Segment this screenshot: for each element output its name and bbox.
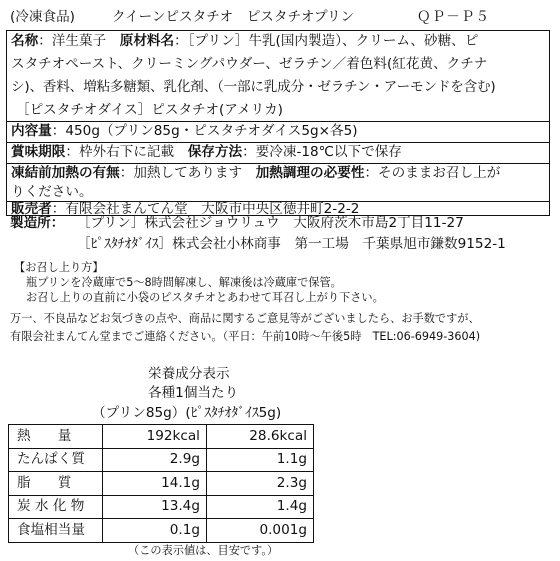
- nutrition-table: [8, 424, 314, 543]
- expiry-value: ：枠外右下に記載: [65, 144, 175, 160]
- nutrient-label: 食塩相当量: [9, 519, 103, 543]
- dice-value: 28.6kcal: [206, 425, 313, 449]
- nutrition-subtitle: 各種1個当たり: [148, 385, 239, 401]
- pudding-value: 2.9g: [103, 448, 207, 472]
- howto-line-1: 瓶プリンを冷蔵庫で5～8時間解凍し、解凍後は冷蔵庫で保管。: [26, 276, 342, 289]
- materials-line-4: ［ピスタチオダイス］ピスタチオ(アメリカ): [16, 102, 283, 118]
- table-row: [9, 519, 314, 543]
- table-row: [9, 425, 314, 449]
- manufacturer-line-1: [77, 217, 464, 231]
- materials-line-3: シ)、香料、増粘多糖類、乳化剤、（一部に乳成分・ゼラチン・アーモンドを含む): [11, 79, 496, 95]
- notice-line-1: 万一、不良品などお気づきの点や、商品に関するご意見等がございましたら、お手数ですが、: [10, 312, 480, 325]
- divider: [7, 163, 549, 164]
- divider: [7, 121, 549, 122]
- label-box: [6, 30, 550, 216]
- nutrient-label: 脂 質: [9, 472, 103, 496]
- table-row: [9, 495, 314, 519]
- contents-key: 内容量: [11, 123, 52, 139]
- manufacturer-line-2: [77, 238, 506, 252]
- materials-line-2: スタチオペースト、クリーミングパウダー、ゼラチン／着色料(紅花黄、クチナ: [11, 56, 488, 72]
- nutrition-title: 栄養成分表示: [148, 366, 230, 382]
- storage-value: ：要冷凍-18℃以下で保存: [242, 144, 402, 160]
- heating-key: 凍結前加熱の有無: [11, 165, 120, 181]
- nutrition-columns: （プリン85g）(ﾋﾟｽﾀﾁｵﾀﾞｲｽ5g): [92, 405, 282, 421]
- manufacturer-item-2: ［ﾋﾟｽﾀﾁｵﾀﾞｲｽ］: [77, 236, 173, 252]
- heating-value: ：加熱してあります: [119, 165, 243, 181]
- dice-value: 2.3g: [206, 472, 313, 496]
- dice-value: 1.1g: [206, 448, 313, 472]
- table-row: [9, 448, 314, 472]
- expiry-key: 賞味期限: [11, 144, 66, 160]
- nutrient-label: 熱 量: [9, 425, 103, 449]
- row-heating: [11, 167, 500, 181]
- product-name: クイーンピスタチオ ピスタチオプリン: [112, 9, 355, 25]
- nutrition-footnote: （この表示値は、目安です。）: [128, 544, 279, 557]
- category-text: (冷凍食品): [10, 9, 75, 25]
- cooking-value: ：そのままお召し上が: [364, 165, 501, 181]
- name-value: ：洋生菓子: [38, 33, 107, 49]
- manufacturer-text-1: 株式会社ジョウリュウ 大阪府茨木市島2丁目11-27: [144, 215, 464, 231]
- pudding-value: 0.1g: [103, 519, 207, 543]
- nutrient-label: 炭 水 化 物: [9, 495, 103, 519]
- pudding-value: 14.1g: [103, 472, 207, 496]
- pudding-value: 192kcal: [103, 425, 207, 449]
- row-expiry-storage: [11, 146, 402, 160]
- howto-title: 【お召し上り方】: [14, 261, 104, 274]
- howto-line-2: お召し上りの直前に小袋のピスタチオとあわせて耳召し上がり下さい。: [26, 291, 384, 304]
- row-name-materials: [11, 35, 478, 49]
- dice-value: 0.001g: [206, 519, 313, 543]
- product-code: ＱＰ－Ｐ５: [417, 9, 490, 25]
- notice-line-2: 有限会社まんてん堂までご連絡ください。（平日：午前10時～午後5時 TEL:06-6949-3604): [10, 330, 481, 343]
- table-row: [9, 472, 314, 496]
- row-contents: [11, 125, 358, 139]
- nutrient-label: たんぱく質: [9, 448, 103, 472]
- seller-value: ：有限会社まんてん堂 大阪市中央区徳井町2-2-2: [51, 201, 360, 217]
- manufacturer-key: 製造所：: [10, 215, 65, 231]
- name-key: 名称: [11, 33, 39, 49]
- manufacturer-item-1: ［プリン］: [77, 215, 145, 231]
- pudding-value: 13.4g: [103, 495, 207, 519]
- dice-value: 1.4g: [206, 495, 313, 519]
- manufacturer-text-2: 株式会社小林商事 第一工場 千葉県旭市鎌数9152-1: [172, 236, 506, 252]
- materials-key: 原材料名: [119, 33, 175, 49]
- cooking-key: 加熱調理の必要性: [255, 165, 365, 181]
- heating-line-2: りください。: [11, 184, 93, 200]
- materials-value: ：［プリン］牛乳(国内製造）、クリーム、砂糖、ピ: [174, 33, 479, 49]
- contents-value: ：450g（プリン85g・ピスタチオダイス5g×各5): [51, 123, 358, 139]
- storage-key: 保存方法: [187, 144, 243, 160]
- divider: [7, 142, 549, 143]
- seller-key: 販売者: [11, 201, 52, 217]
